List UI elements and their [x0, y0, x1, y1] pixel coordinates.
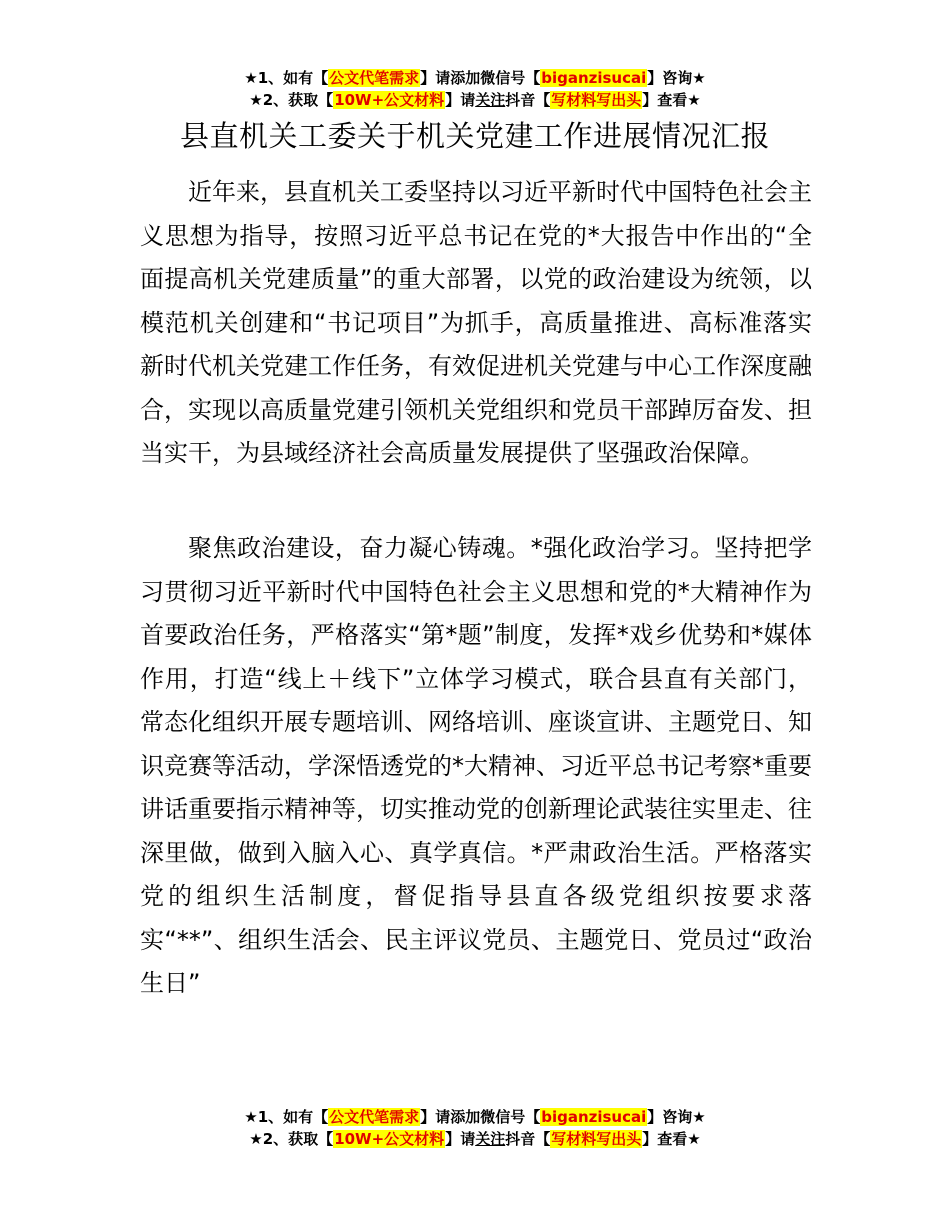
highlight-wechat-id: biganzisucai	[541, 1108, 647, 1126]
highlight-wechat-id: biganzisucai	[541, 69, 647, 87]
header-notice-line-1: ★1、如有【公文代笔需求】请添加微信号【biganzisucai】咨询★	[244, 69, 706, 87]
highlight-materials: 10W+公文材料	[334, 1130, 445, 1148]
paragraph-2: 聚焦政治建设，奋力凝心铸魂。*强化政治学习。坚持把学习贯彻习近平新时代中国特色社会主义思想和党的*大精神作为首要政治任务，严格落实“第*题”制度，发挥*戏乡优势和*媒体作用，打造“线上＋线下”立体学习模式，联合县直有关部门，常态化组织开展专题培训、网络培训、座谈宣讲、主题党日、知识竞赛等活动，学深悟透党的*大精神、习近平总书记考察*重要讲话重要指示精神等，切实推动党的创新理论武装往实里走、往深里做，做到入脑入心、真学真信。*严肃政治生活。严格落实党的组织生活制度，督促指导县直各级党组织按要求落实“**”、组织生活会、民主评议党员、主题党日、党员过“政治生日”	[140, 534, 812, 997]
highlight-douyin-account: 写材料写出头	[551, 1130, 642, 1148]
document-title: 县直机关工委关于机关党建工作进展情况汇报	[179, 119, 770, 153]
highlight-douyin-account: 写材料写出头	[551, 91, 642, 109]
highlight-materials: 10W+公文材料	[334, 91, 445, 109]
paragraph-1: 近年来，县直机关工委坚持以习近平新时代中国特色社会主义思想为指导，按照习近平总书记在党的*大报告中作出的“全面提高机关党建质量”的重大部署，以党的政治建设为统领，以模范机关创建和“书记项目”为抓手，高质量推进、高标准落实新时代机关党建工作任务，有效促进机关党建与中心工作深度融合，实现以高质量党建引领机关党组织和党员干部踔厉奋发、担当实干，为县域经济社会高质量发展提供了坚强政治保障。	[140, 178, 812, 467]
footer-notice-line-2: ★2、获取【10W+公文材料】请关注抖音【写材料写出头】查看★	[249, 1130, 701, 1148]
footer-notice-line-1: ★1、如有【公文代笔需求】请添加微信号【biganzisucai】咨询★	[244, 1108, 706, 1126]
header-notice-line-2: ★2、获取【10W+公文材料】请关注抖音【写材料写出头】查看★	[249, 91, 701, 109]
highlight-service: 公文代笔需求	[329, 69, 420, 87]
header-notice	[0, 67, 950, 111]
footer-notice	[0, 1106, 950, 1150]
highlight-service: 公文代笔需求	[329, 1108, 420, 1126]
